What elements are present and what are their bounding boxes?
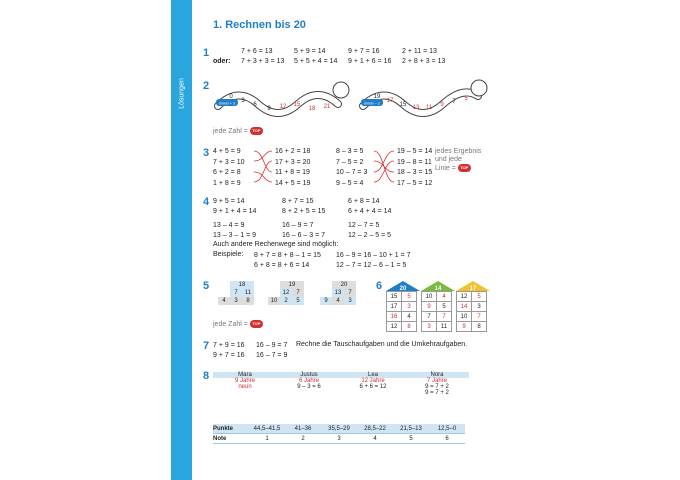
task-1-eq: 7 + 6 = 13 xyxy=(241,48,273,55)
task-3-eq: 4 + 5 = 9 xyxy=(213,148,241,155)
task-4-examples-1: 8 + 7 = 8 + 8 – 1 = 15 6 + 8 = 8 + 6 = 14 xyxy=(254,252,321,269)
task-8-table: Mara Justus Lea Nora 9 Jahre 6 Jahre 12 Jahre 7 Jahre neun 9 – 3 = 6 6 + 6 = 12 9 = 7 + 2 9 = 7 + 2 xyxy=(213,372,469,396)
task-7-col-1: 7 + 9 = 16 9 + 7 = 16 xyxy=(213,342,245,359)
task-1-eq: 5 + 9 = 14 xyxy=(294,48,326,55)
worm-number: 0 xyxy=(229,94,233,100)
worm-head-1 xyxy=(333,82,349,98)
stop-sticker: TOP xyxy=(458,164,471,172)
task-4-col-1b: 13 – 4 = 9 13 – 3 – 1 = 9 xyxy=(213,222,257,239)
task-4-also-text: Auch andere Rechenwege sind möglich: xyxy=(213,241,339,248)
task-3-eq: 17 + 3 = 20 xyxy=(275,158,311,166)
task-3-number: 3 xyxy=(203,147,210,159)
task-4-col-3: 6 + 8 = 14 6 + 4 + 4 = 14 xyxy=(348,198,392,215)
task-1-eq: 7 + 3 + 3 = 13 xyxy=(241,58,285,65)
worm-head-2 xyxy=(471,80,487,96)
task-3-eq: 17 – 5 = 12 xyxy=(397,179,433,187)
task-1-eq: 2 + 11 = 13 xyxy=(402,48,437,55)
task-1-eq: 9 + 1 + 6 = 16 xyxy=(348,58,392,65)
page-title: 1. Rechnen bis 20 xyxy=(213,19,306,31)
task-4-col-2: 8 + 7 = 15 8 + 2 + 5 = 15 xyxy=(282,198,326,215)
task-3-eq: 19 – 5 = 14 xyxy=(397,148,433,155)
task-3-eq: 14 + 5 = 19 xyxy=(275,179,311,187)
worm-number: 17 xyxy=(386,98,394,104)
task-3-eq: 7 + 3 = 10 xyxy=(213,158,245,166)
house-3: 17 12 5 14 3 10 7 9 8 xyxy=(456,281,490,332)
worm-number: 13 xyxy=(412,105,420,111)
worm-number: 12 xyxy=(279,104,287,110)
worm-number: 19 xyxy=(373,94,381,100)
task-3-eq: 19 – 8 = 11 xyxy=(397,158,432,166)
task-3-col-2 xyxy=(275,147,310,189)
oder-label: oder: xyxy=(213,58,231,65)
sidebar-label: Lösungen xyxy=(178,78,186,109)
worm-number: 9 xyxy=(267,106,271,112)
task-3-eq: 18 – 3 = 15 xyxy=(397,169,433,176)
examples-label: Beispiele: xyxy=(213,251,244,258)
svg-text:14: 14 xyxy=(434,286,442,291)
worm-number: 5 xyxy=(464,96,468,102)
task-1-eq: 9 + 7 = 16 xyxy=(348,48,380,55)
task-4-col-1: 9 + 5 = 14 9 + 1 + 4 = 14 xyxy=(213,198,257,215)
task-5-footer: jede Zahl = TOP xyxy=(213,320,263,328)
house-2: 14 10 4 9 5 7 7 3 11 xyxy=(421,281,455,332)
pyramid-2: 19 12 7 10 2 5 xyxy=(268,281,316,305)
task-4-col-2b: 16 – 9 = 7 16 – 6 – 3 = 7 xyxy=(282,222,326,239)
worm-number: 7 xyxy=(452,99,456,105)
stop-sticker: TOP xyxy=(250,320,263,328)
task-3-col-4 xyxy=(397,147,432,189)
pyramid-3: 20 13 7 9 4 3 xyxy=(320,281,368,305)
worm-number: 9 xyxy=(440,102,444,108)
task-6-number: 6 xyxy=(376,280,383,292)
task-3-eq: 6 + 2 = 8 xyxy=(213,169,241,176)
task-3-eq: 9 – 5 = 4 xyxy=(336,179,364,187)
worm-number: 21 xyxy=(323,104,331,110)
task-1-number: 1 xyxy=(203,47,210,59)
task-1-eq: 5 + 5 + 4 = 14 xyxy=(294,58,338,65)
pyramid-1: 18 7 11 4 3 8 xyxy=(218,281,266,305)
task-3-eq: 16 + 2 = 18 xyxy=(275,148,311,155)
worm-tag-1-text: immer + 3 xyxy=(219,101,235,106)
task-8-number: 8 xyxy=(203,370,210,382)
worm-number: 18 xyxy=(308,106,316,112)
task-3-eq: 1 + 8 = 9 xyxy=(213,179,241,187)
task-1-eq: 2 + 8 + 3 = 13 xyxy=(402,58,446,65)
worm-number: 11 xyxy=(425,105,433,111)
task-7-number: 7 xyxy=(203,340,210,352)
task-3-lines-2 xyxy=(372,146,396,188)
worm-number: 15 xyxy=(293,102,301,108)
task-2-footer: jede Zahl = TOP xyxy=(213,127,263,135)
task-3-note: jedes Ergebnis und jede Linie = TOP xyxy=(435,148,482,172)
task-3-col-3 xyxy=(336,147,367,189)
task-3-col-1 xyxy=(213,147,245,189)
stop-sticker: TOP xyxy=(250,127,263,135)
task-4-examples-2: 16 – 9 = 16 – 10 + 1 = 7 12 – 7 = 12 – 6 – 1 = 5 xyxy=(336,252,411,269)
task-7-instruction: Rechne die Tauschaufgaben und die Umkehraufgaben. xyxy=(296,341,468,348)
task-3-eq: 11 + 8 = 19 xyxy=(275,169,310,176)
task-3-eq: 10 – 7 = 3 xyxy=(336,169,368,176)
worm-number: 6 xyxy=(253,102,257,108)
task-3-lines-1 xyxy=(252,146,274,188)
svg-text:20: 20 xyxy=(399,286,407,291)
svg-text:17: 17 xyxy=(469,286,477,291)
task-4-number: 4 xyxy=(203,196,210,208)
house-1: 20 15 5 17 3 16 4 12 8 xyxy=(386,281,420,332)
task-3-eq: 8 – 3 = 5 xyxy=(336,148,364,155)
task-2-number: 2 xyxy=(203,80,210,92)
task-5-number: 5 xyxy=(203,280,210,292)
worm-number: 3 xyxy=(241,98,245,104)
worm-illustration xyxy=(213,76,493,124)
task-7-col-2: 16 – 9 = 7 16 – 7 = 9 xyxy=(256,342,288,359)
worm-tag-2-text: immer – 2 xyxy=(364,101,380,106)
task-4-col-3b: 12 – 7 = 5 12 – 2 – 5 = 5 xyxy=(348,222,392,239)
task-3-eq: 7 – 5 = 2 xyxy=(336,158,364,166)
worm-number: 15 xyxy=(399,102,407,108)
score-table: Punkte 44,5–41,5 41–36 35,5–29 28,5–22 21,5–13 12,5–0 Note 1 2 3 4 5 6 xyxy=(213,424,465,444)
